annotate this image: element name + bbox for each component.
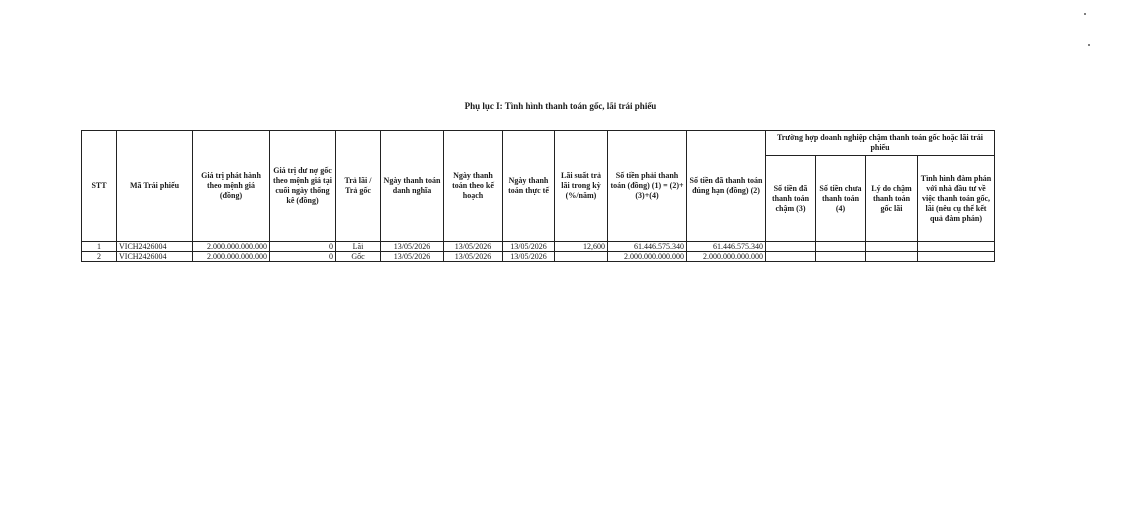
header-unpaid: Số tiền chưa thanh toán (4) [816, 156, 866, 242]
table-row [82, 252, 995, 262]
cell-outstanding: 0 [270, 252, 336, 262]
cell-nominal-date: 13/05/2026 [381, 242, 444, 252]
scan-speck [1084, 13, 1086, 15]
header-type: Trả lãi / Trả gốc [336, 131, 381, 242]
cell-planned-date: 13/05/2026 [444, 242, 503, 252]
table-row [82, 242, 995, 252]
cell-type: Lãi [336, 242, 381, 252]
cell-issue-value: 2.000.000.000.000 [193, 242, 270, 252]
header-nominal-date: Ngày thanh toán danh nghĩa [381, 131, 444, 242]
cell-unpaid [816, 252, 866, 262]
header-reason: Lý do chậm thanh toán gốc lãi [866, 156, 918, 242]
cell-late-paid [766, 252, 816, 262]
cell-stt: 2 [82, 252, 117, 262]
cell-payable: 2.000.000.000.000 [608, 252, 687, 262]
header-issue-value: Giá trị phát hành theo mệnh giá (đồng) [193, 131, 270, 242]
cell-reason [866, 252, 918, 262]
header-bond-code: Mã Trái phiếu [117, 131, 193, 242]
cell-actual-date: 13/05/2026 [503, 242, 555, 252]
cell-late-paid [766, 242, 816, 252]
cell-bond-code: VICH2426004 [117, 242, 193, 252]
header-stt: STT [82, 131, 117, 242]
header-late-group: Trường hợp doanh nghiệp chậm thanh toán gốc hoặc lãi trái phiếu [766, 131, 995, 156]
cell-stt: 1 [82, 242, 117, 252]
cell-type: Gốc [336, 252, 381, 262]
bond-payment-table [81, 130, 995, 262]
cell-negotiation [918, 242, 995, 252]
header-rate: Lãi suất trả lãi trong kỳ (%/năm) [555, 131, 608, 242]
cell-rate: 12,600 [555, 242, 608, 252]
header-negotiation: Tình hình đàm phán với nhà đầu tư về việc thanh toán gốc, lãi (nêu cụ thể kết quả đàm phán) [918, 156, 995, 242]
header-outstanding: Giá trị dư nợ gốc theo mệnh giá tại cuối ngày thống kê (đồng) [270, 131, 336, 242]
scan-speck [1088, 44, 1090, 46]
cell-outstanding: 0 [270, 242, 336, 252]
cell-reason [866, 242, 918, 252]
header-row-top [82, 131, 995, 156]
cell-payable: 61.446.575.340 [608, 242, 687, 252]
cell-issue-value: 2.000.000.000.000 [193, 252, 270, 262]
cell-negotiation [918, 252, 995, 262]
cell-paid-on-time: 61.446.575.340 [687, 242, 766, 252]
header-planned-date: Ngày thanh toán theo kế hoạch [444, 131, 503, 242]
header-payable: Số tiền phải thanh toán (đồng) (1) = (2)+(3)+(4) [608, 131, 687, 242]
cell-unpaid [816, 242, 866, 252]
cell-nominal-date: 13/05/2026 [381, 252, 444, 262]
cell-paid-on-time: 2.000.000.000.000 [687, 252, 766, 262]
header-paid-on-time: Số tiền đã thanh toán đúng hạn (đồng) (2) [687, 131, 766, 242]
header-actual-date: Ngày thanh toán thực tế [503, 131, 555, 242]
cell-bond-code: VICH2426004 [117, 252, 193, 262]
cell-rate [555, 252, 608, 262]
appendix-title: Phụ lục I: Tình hình thanh toán gốc, lãi trái phiếu [464, 101, 657, 111]
cell-actual-date: 13/05/2026 [503, 252, 555, 262]
cell-planned-date: 13/05/2026 [444, 252, 503, 262]
header-late-paid: Số tiền đã thanh toán chậm (3) [766, 156, 816, 242]
